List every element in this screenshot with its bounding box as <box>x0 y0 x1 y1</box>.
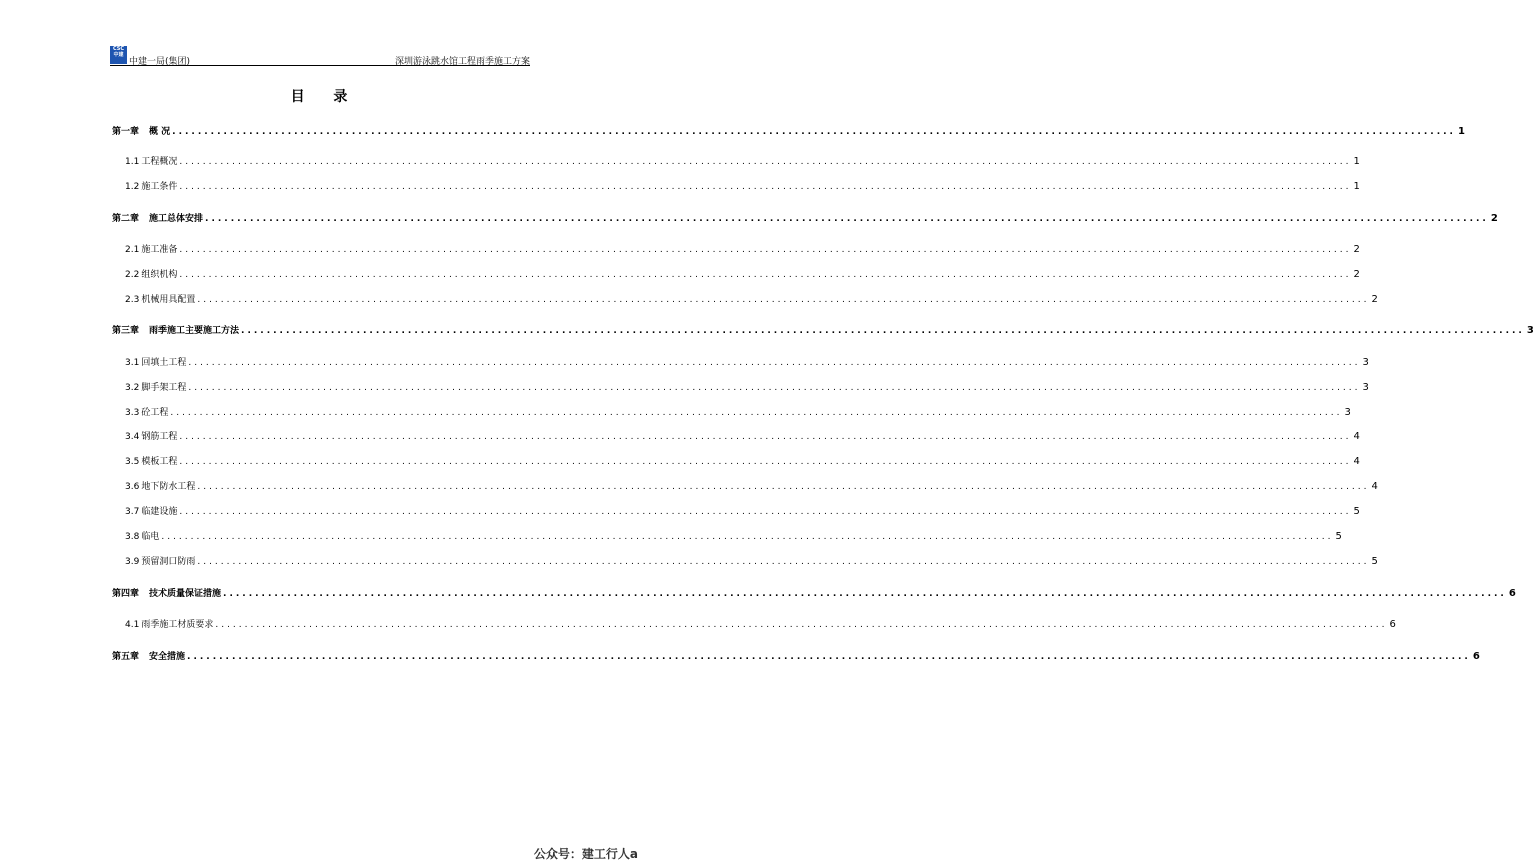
toc-dot-leader: ........................................................................................................................................................................................................ <box>197 295 1370 305</box>
toc-section-entry[interactable] <box>125 618 1396 631</box>
toc-entry-label <box>125 506 177 519</box>
toc-page-number: 2 <box>1353 269 1360 280</box>
toc-page-number: 1 <box>1353 156 1360 167</box>
toc-entry-number: 2.2 <box>125 270 140 280</box>
toc-section-entry[interactable] <box>125 406 1351 419</box>
toc-entry-label <box>112 325 239 338</box>
toc-entry-text: 概 况 <box>149 127 171 137</box>
toc-entry-label <box>125 481 195 494</box>
toc-entry-text: 钢筋工程 <box>141 432 178 442</box>
toc-dot-leader: ........................................................................................................................................................................................................ <box>197 482 1370 492</box>
toc-entry-label <box>112 126 170 139</box>
toc-section-entry[interactable] <box>125 430 1360 443</box>
toc-entry-label <box>125 619 213 632</box>
toc-section-entry[interactable] <box>125 530 1342 543</box>
company-logo <box>110 46 127 64</box>
toc-page-number: 2 <box>1371 294 1378 305</box>
document-title: 深圳游泳跳水馆工程雨季施工方案 <box>394 57 530 67</box>
page-header <box>110 46 530 66</box>
toc-entry-text: 地下防水工程 <box>141 482 196 492</box>
toc-section-entry[interactable] <box>125 455 1360 468</box>
toc-title: 目 录 <box>290 89 360 105</box>
toc-page-number: 3 <box>1344 407 1351 418</box>
toc-page-number: 1 <box>1457 126 1465 137</box>
toc-section-entry[interactable] <box>125 268 1360 281</box>
toc-section-entry[interactable] <box>125 505 1360 518</box>
company-name: 中建一局(集团) <box>129 57 191 67</box>
toc-entry-label <box>112 588 221 601</box>
toc-page-number: 6 <box>1508 588 1516 599</box>
toc-entry-text: 回填土工程 <box>141 358 187 368</box>
toc-entry-text: 工程概况 <box>141 157 178 167</box>
toc-entry-label <box>125 407 168 420</box>
toc-dot-leader: ........................................................................................................................................................................................................ <box>179 182 1352 192</box>
toc-section-entry[interactable] <box>125 555 1378 568</box>
toc-dot-leader: ........................................................................................................................................................................................................ <box>161 532 1334 542</box>
toc-section-entry[interactable] <box>125 480 1378 493</box>
toc-page-number: 4 <box>1371 481 1378 492</box>
toc-dot-leader: ........................................................................................................................................................................................................ <box>179 507 1352 517</box>
toc-dot-leader: ........................................................................................................................................................................................................ <box>241 326 1525 336</box>
toc-section-entry[interactable] <box>125 243 1360 256</box>
toc-entry-text: 雨季施工材质要求 <box>141 620 214 630</box>
toc-entry-label <box>125 382 186 395</box>
toc-entry-number: 3.7 <box>125 507 140 517</box>
toc-entry-label <box>112 651 185 664</box>
toc-entry-label <box>125 431 177 444</box>
toc-page-number: 2 <box>1490 213 1498 224</box>
toc-dot-leader: ........................................................................................................................................................................................................ <box>179 157 1352 167</box>
toc-entry-number: 第五章 <box>112 652 140 662</box>
toc-entry-number: 第四章 <box>112 589 140 599</box>
toc-dot-leader: ........................................................................................................................................................................................................ <box>179 270 1352 280</box>
toc-page-number: 4 <box>1353 456 1360 467</box>
toc-page-number: 3 <box>1362 357 1369 368</box>
toc-page-number: 5 <box>1353 506 1360 517</box>
toc-entry-text: 临建设施 <box>141 507 178 517</box>
toc-dot-leader: ........................................................................................................................................................................................................ <box>187 652 1471 662</box>
toc-entry-label <box>125 294 195 307</box>
toc-entry-text: 砼工程 <box>141 408 169 418</box>
toc-entry-label <box>125 456 177 469</box>
toc-page-number: 5 <box>1371 556 1378 567</box>
toc-page-number: 3 <box>1526 325 1534 336</box>
toc-chapter-entry[interactable] <box>112 587 1516 600</box>
toc-dot-leader: ........................................................................................................................................................................................................ <box>223 589 1507 599</box>
toc-page-number: 2 <box>1353 244 1360 255</box>
toc-entry-text: 施工条件 <box>141 182 178 192</box>
toc-dot-leader: ........................................................................................................................................................................................................ <box>188 358 1361 368</box>
toc-entry-number: 3.5 <box>125 457 140 467</box>
toc-dot-leader: ........................................................................................................................................................................................................ <box>197 557 1370 567</box>
toc-entry-label <box>125 269 177 282</box>
toc-entry-number: 2.3 <box>125 295 140 305</box>
toc-section-entry[interactable] <box>125 180 1360 193</box>
toc-entry-label <box>125 357 186 370</box>
toc-entry-text: 安全措施 <box>149 652 186 662</box>
toc-dot-leader: ........................................................................................................................................................................................................ <box>170 408 1343 418</box>
toc-entry-number: 第一章 <box>112 127 140 137</box>
toc-entry-number: 4.1 <box>125 620 140 630</box>
toc-section-entry[interactable] <box>125 356 1369 369</box>
toc-entry-number: 3.2 <box>125 383 140 393</box>
toc-page-number: 4 <box>1353 431 1360 442</box>
toc-entry-number: 第二章 <box>112 214 140 224</box>
toc-entry-text: 施工总体安排 <box>149 214 204 224</box>
toc-entry-number: 1.1 <box>125 157 140 167</box>
toc-dot-leader: ........................................................................................................................................................................................................ <box>179 457 1352 467</box>
toc-chapter-entry[interactable] <box>112 125 1465 138</box>
toc-entry-text: 雨季施工主要施工方法 <box>149 326 240 336</box>
toc-entry-text: 模板工程 <box>141 457 178 467</box>
toc-dot-leader: ........................................................................................................................................................................................................ <box>205 214 1489 224</box>
toc-entry-number: 3.3 <box>125 408 140 418</box>
toc-entry-label <box>125 244 177 257</box>
toc-section-entry[interactable] <box>125 381 1369 394</box>
logo-text-top: CSC <box>112 46 125 52</box>
toc-dot-leader: ........................................................................................................................................................................................................ <box>172 127 1456 137</box>
toc-dot-leader: ........................................................................................................................................................................................................ <box>188 383 1361 393</box>
toc-entry-text: 技术质量保证措施 <box>149 589 222 599</box>
toc-entry-text: 预留洞口防雨 <box>141 557 196 567</box>
toc-entry-number: 3.1 <box>125 358 140 368</box>
toc-entry-label <box>125 181 177 194</box>
toc-entry-number: 3.4 <box>125 432 140 442</box>
toc-section-entry[interactable] <box>125 293 1378 306</box>
toc-page-number: 1 <box>1353 181 1360 192</box>
toc-dot-leader: ........................................................................................................................................................................................................ <box>179 245 1352 255</box>
toc-entry-number: 3.8 <box>125 532 140 542</box>
toc-entry-text: 脚手架工程 <box>141 383 187 393</box>
toc-page-number: 3 <box>1362 382 1369 393</box>
toc-entry-text: 组织机构 <box>141 270 178 280</box>
toc-entry-number: 第三章 <box>112 326 140 336</box>
toc-entry-number: 1.2 <box>125 182 140 192</box>
toc-entry-label <box>112 213 203 226</box>
toc-chapter-entry[interactable] <box>112 324 1534 337</box>
header-divider <box>110 65 530 66</box>
footer-note: 公众号：建工行人a <box>533 847 638 861</box>
toc-dot-leader: ........................................................................................................................................................................................................ <box>179 432 1352 442</box>
toc-entry-label <box>125 531 159 544</box>
toc-section-entry[interactable] <box>125 155 1360 168</box>
toc-page-number: 6 <box>1472 651 1480 662</box>
toc-entry-number: 3.6 <box>125 482 140 492</box>
toc-chapter-entry[interactable] <box>112 650 1480 663</box>
toc-page-number: 5 <box>1335 531 1342 542</box>
logo-text-bottom: 中建 <box>113 52 124 58</box>
toc-entry-text: 施工准备 <box>141 245 178 255</box>
toc-entry-text: 机械用具配置 <box>141 295 196 305</box>
toc-page-number: 6 <box>1389 619 1396 630</box>
toc-entry-number: 3.9 <box>125 557 140 567</box>
toc-entry-text: 临电 <box>141 532 160 542</box>
toc-dot-leader: ........................................................................................................................................................................................................ <box>215 620 1388 630</box>
toc-entry-number: 2.1 <box>125 245 140 255</box>
toc-entry-label <box>125 556 195 569</box>
toc-entry-label <box>125 156 177 169</box>
toc-chapter-entry[interactable] <box>112 212 1498 225</box>
